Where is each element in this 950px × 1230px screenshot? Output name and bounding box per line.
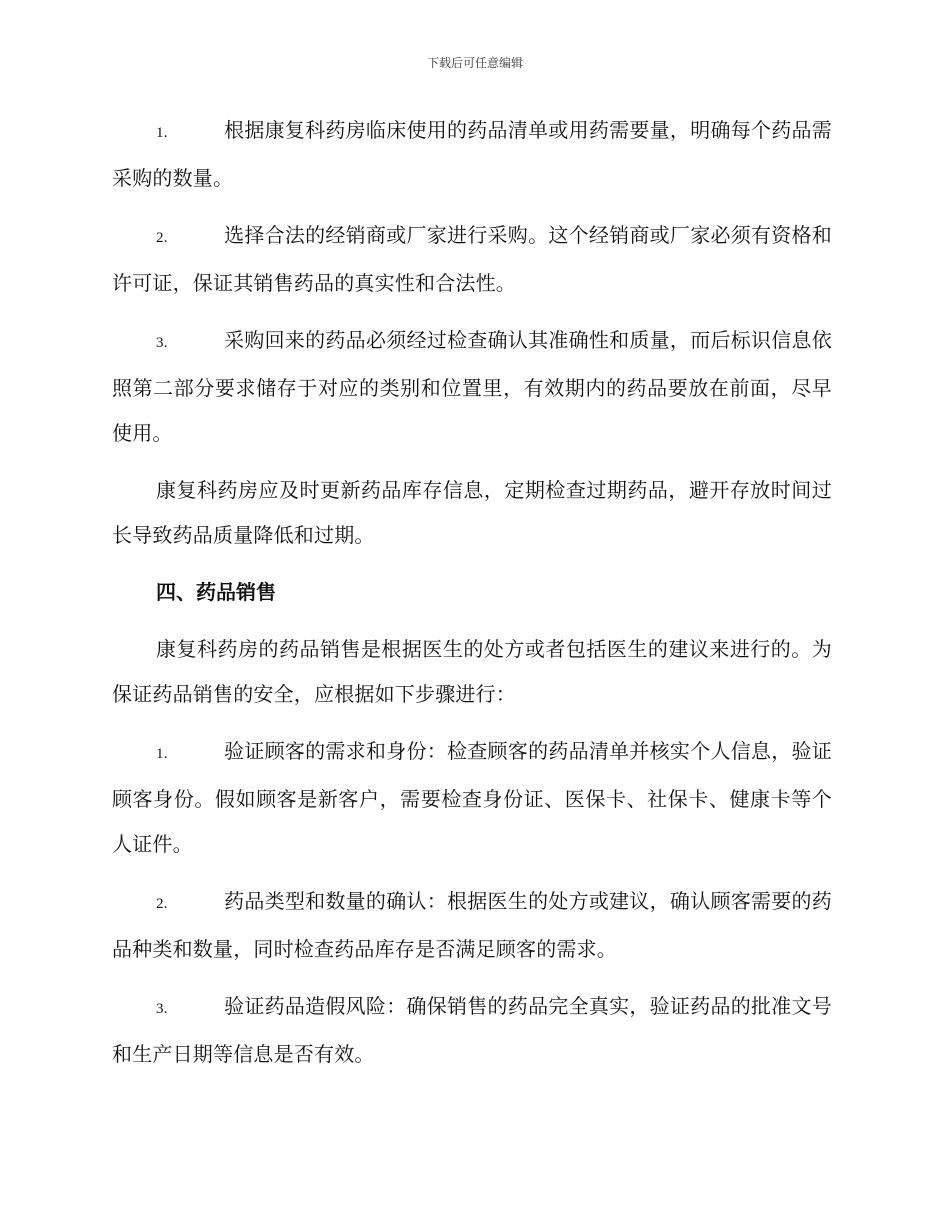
sales-step-2 [112,879,832,972]
section-heading: 四、药品销售 [156,580,276,604]
list-text: 选择合法的经销商或厂家进行采购。这个经销商或厂家必须有资格和许可证，保证其销售药品的真实性和合法性。 [112,223,832,295]
list-text: 药品类型和数量的确认：根据医生的处方或建议，确认顾客需要的药品种类和数量，同时检查药品库存是否满足顾客的需求。 [112,889,832,961]
sales-step-1 [112,729,832,867]
list-number: 3. [156,1001,168,1017]
list-text: 验证药品造假风险：确保销售的药品完全真实，验证药品的批准文号和生产日期等信息是否有效。 [112,994,832,1066]
document-body [112,108,832,1089]
list-number: 3. [156,335,168,351]
inventory-note: 康复科药房应及时更新药品库存信息，定期检查过期药品，避开存放时间过长导致药品质量降低和过期。 [112,478,832,547]
list-number: 1. [156,746,168,762]
list-text: 根据康复科药房临床使用的药品清单或用药需要量，明确每个药品需采购的数量。 [112,118,832,190]
list-text: 验证顾客的需求和身份：检查顾客的药品清单并核实个人信息，验证顾客身份。假如顾客是新客户，需要检查身份证、医保卡、社保卡、健康卡等个人证件。 [112,739,832,856]
sales-step-3 [112,984,832,1077]
page-header: 下载后可任意编辑 [426,56,523,70]
procurement-step-1 [112,108,832,201]
list-number: 1. [156,125,168,141]
list-text: 采购回来的药品必须经过检查确认其准确性和质量，而后标识信息依照第二部分要求储存于对应的类别和位置里，有效期内的药品要放在前面，尽早使用。 [112,328,832,445]
list-number: 2. [156,896,168,912]
sales-intro: 康复科药房的药品销售是根据医生的处方或者包括医生的建议来进行的。为保证药品销售的安全，应根据如下步骤进行： [112,637,832,706]
procurement-step-2 [112,213,832,306]
list-number: 2. [156,230,168,246]
procurement-step-3 [112,318,832,456]
